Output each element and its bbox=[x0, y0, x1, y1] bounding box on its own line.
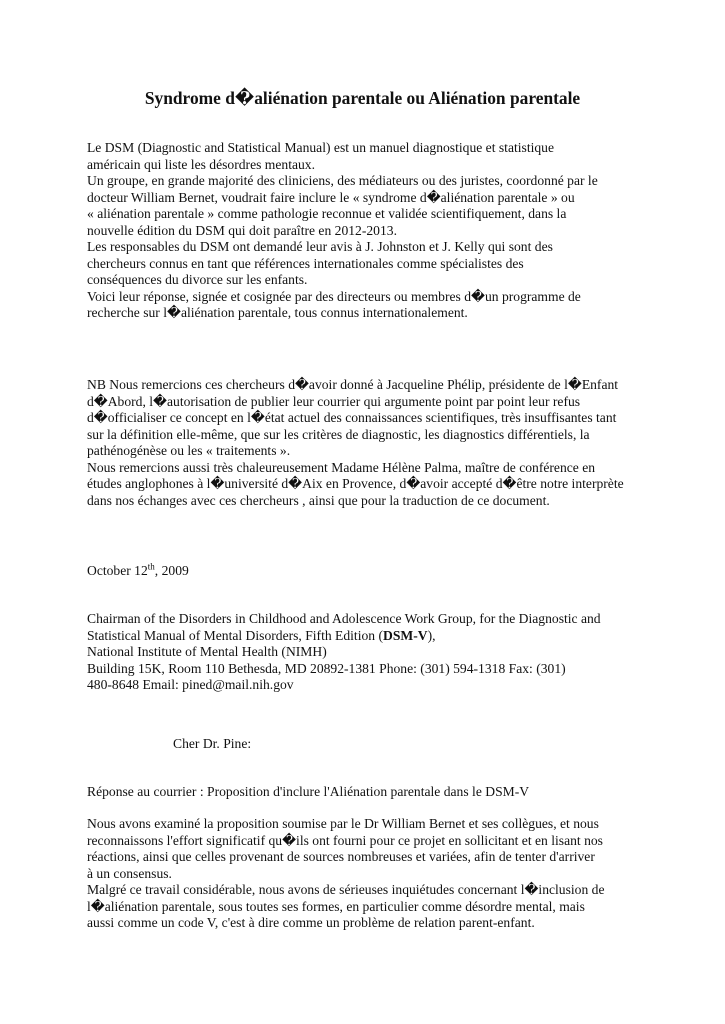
date-month-day: October 12 bbox=[87, 563, 148, 578]
text-line: Malgré ce travail considérable, nous avons de sérieuses inquiétudes concernant l�inclusion de bbox=[87, 882, 605, 897]
text-line: Un groupe, en grande majorité des cliniciens, des médiateurs ou des juristes, coordonné par le bbox=[87, 173, 598, 188]
document-title: Syndrome d�aliénation parentale ou Aliénation parentale bbox=[144, 88, 581, 108]
text-line: sur la définition elle-même, que sur les critères de diagnostic, les diagnostics différentiels, la bbox=[87, 426, 590, 442]
address-line: 480-8648 Email: pined@mail.nih.gov bbox=[87, 677, 294, 692]
nb-paragraph bbox=[87, 377, 639, 509]
text-line: l�aliénation parentale, sous toutes ses formes, en particulier comme désordre mental, mais bbox=[87, 898, 585, 914]
text-line: recherche sur l�aliénation parentale, tous connus internationalement. bbox=[87, 305, 468, 320]
text-line: dans nos échanges avec ces chercheurs , ainsi que pour la traduction de ce document. bbox=[87, 492, 550, 508]
text-line: « aliénation parentale » comme pathologie reconnue et validée scientifiquement, dans la bbox=[87, 206, 567, 221]
recipient-address bbox=[87, 611, 639, 694]
intro-paragraph bbox=[87, 140, 639, 322]
text-line: études anglophones à l�université d�Aix en Provence, d�avoir accepté d�être notre interprète bbox=[87, 476, 624, 491]
text-line: Les responsables du DSM ont demandé leur avis à J. Johnston et J. Kelly qui sont des bbox=[87, 239, 553, 254]
text-line: d�Abord, l�autorisation de publier leur courrier qui argumente point par point leur refus bbox=[87, 393, 581, 409]
text-line: nouvelle édition du DSM qui doit paraître en 2012-2013. bbox=[87, 222, 397, 238]
text-line: NB Nous remercions ces chercheurs d�avoir donné à Jacqueline Phélip, présidente de l�Enfant bbox=[87, 377, 619, 392]
text-line: aussi comme un code V, c'est à dire comme un problème de relation parent-enfant. bbox=[87, 915, 535, 930]
text-line: d�officialiser ce concept en l�état actuel des connaissances scientifiques, très insuffisantes tant bbox=[87, 410, 617, 425]
text-line: à un consensus. bbox=[87, 865, 172, 881]
letter-body bbox=[87, 816, 639, 932]
date-line bbox=[87, 563, 639, 580]
date-ordinal: th bbox=[147, 561, 155, 572]
address-text: ), bbox=[427, 627, 436, 643]
address-line bbox=[87, 628, 639, 645]
text-line: Nous remercions aussi très chaleureusement Madame Hélène Palma, maître de conférence en bbox=[87, 459, 596, 475]
salutation: Cher Dr. Pine: bbox=[173, 736, 252, 751]
address-line: National Institute of Mental Health (NIMH) bbox=[87, 644, 327, 659]
text-line: docteur William Bernet, voudrait faire inclure le « syndrome d�aliénation parentale » ou bbox=[87, 189, 575, 205]
text-line: reconnaissons l'effort significatif qu�ils ont fourni pour ce projet en sollicitant et en lisant nos bbox=[87, 832, 603, 848]
address-text: Statistical Manual of Mental Disorders, Fifth Edition ( bbox=[87, 627, 383, 643]
text-line: américain qui liste les désordres mentaux. bbox=[87, 156, 316, 172]
text-line: chercheurs connus en tant que références internationales comme spécialistes des bbox=[87, 255, 524, 271]
text-line: réactions, ainsi que celles provenant de sources nombreuses et variées, afin de tenter d'arriver bbox=[87, 849, 595, 864]
subject-line: Réponse au courrier : Proposition d'inclure l'Aliénation parentale dans le DSM-V bbox=[87, 784, 530, 799]
address-line: Chairman of the Disorders in Childhood and Adolescence Work Group, for the Diagnostic and bbox=[87, 611, 601, 626]
text-line: Le DSM (Diagnostic and Statistical Manual) est un manuel diagnostique et statistique bbox=[87, 140, 555, 155]
text-line: Nous avons examiné la proposition soumise par le Dr William Bernet et ses collègues, et nous bbox=[87, 816, 599, 831]
address-line: Building 15K, Room 110 Bethesda, MD 20892-1381 Phone: (301) 594-1318 Fax: (301) bbox=[87, 660, 566, 676]
text-line: Voici leur réponse, signée et cosignée par des directeurs ou membres d�un programme de bbox=[87, 288, 581, 304]
date-year: , 2009 bbox=[154, 563, 189, 578]
reply-subject bbox=[87, 784, 639, 801]
text-line: conséquences du divorce sur les enfants. bbox=[87, 272, 308, 287]
dsm-v-bold: DSM-V bbox=[383, 627, 428, 643]
text-line: pathénogénèse ou les « traitements ». bbox=[87, 443, 291, 458]
letter-date bbox=[87, 563, 639, 580]
